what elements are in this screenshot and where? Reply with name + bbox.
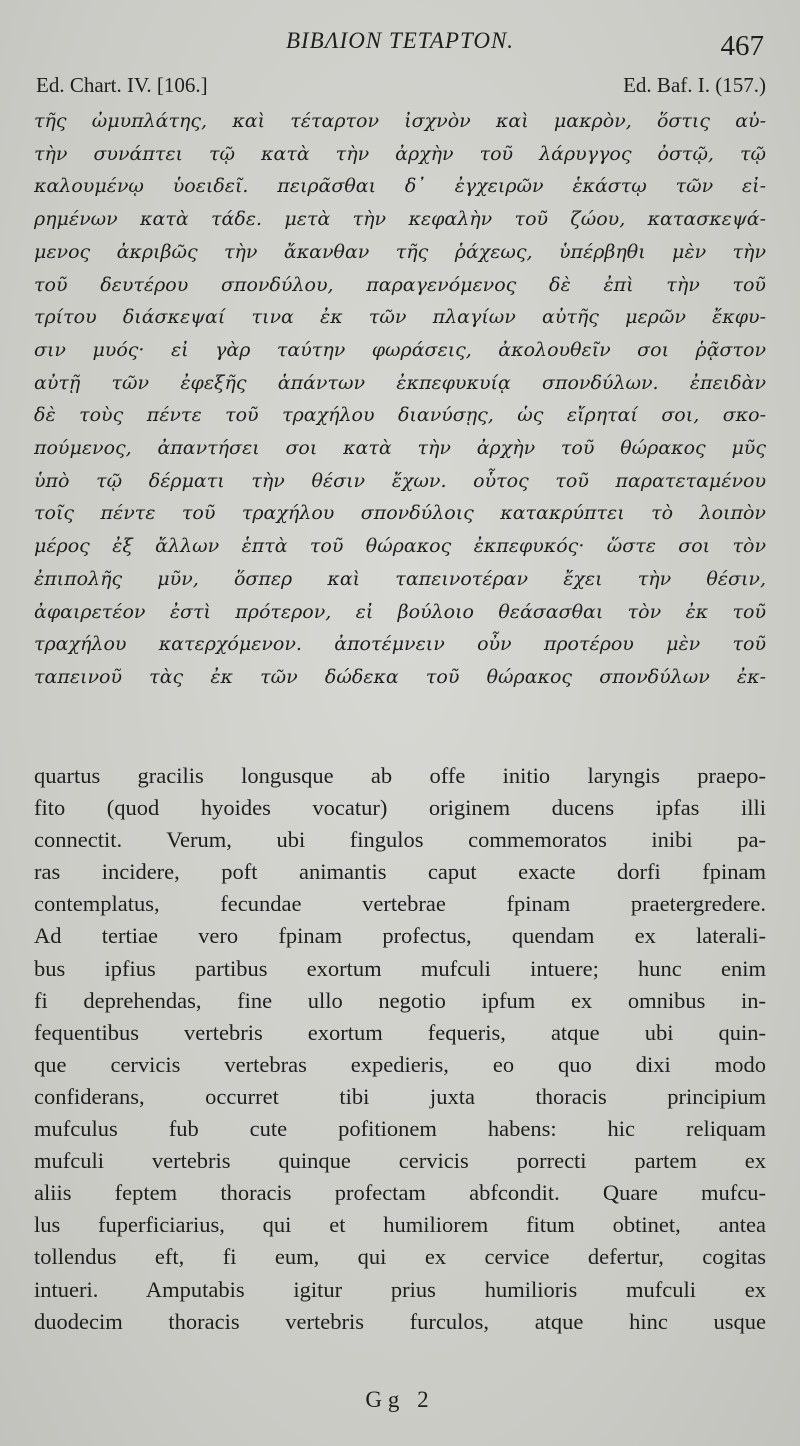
edition-left: Ed. Chart. IV. [106.]: [36, 73, 208, 97]
latin-line: ras incidere, poft animantis caput exacte dorfi fpinam: [34, 859, 766, 885]
latin-line: Ad tertiae vero fpinam profectus, quendam ex laterali-: [34, 923, 766, 949]
edition-right: Ed. Baf. I. (157.): [623, 73, 766, 97]
greek-line: σιν μυός· εἰ γὰρ ταύτην φωράσεις, ἀκολουθεῖν σοι ῥᾷστον: [34, 338, 766, 361]
greek-line: ταπεινοῦ τὰς ἐκ τῶν δώδεκα τοῦ θώρακος σπονδύλων ἐκ-: [34, 665, 766, 688]
greek-line: ρημένων κατὰ τάδε. μετὰ τὴν κεφαλὴν τοῦ ζώου, κατασκεψά-: [34, 208, 766, 231]
latin-line: lus fuperficiarius, qui et humiliorem fitum obtinet, antea: [34, 1212, 766, 1238]
latin-line: fi deprehendas, fine ullo negotio ipfum ex omnibus in-: [34, 987, 766, 1013]
latin-line: bus ipfius partibus exortum mufculi intuere; hunc enim: [34, 955, 766, 981]
latin-line: contemplatus, fecundae vertebrae fpinam praetergredere.: [34, 891, 766, 917]
running-title: BIBΛΙΟΝ ΤΕΤΑΡΤΟΝ.: [285, 28, 515, 53]
greek-line: τῆς ὠμυπλάτης, καὶ τέταρτον ἰσχνὸν καὶ μακρὸν, ὅστις αὐ-: [34, 110, 766, 132]
latin-line: fito (quod hyoides vocatur) originem ducens ipfas illi: [34, 795, 766, 821]
greek-line: τὴν συνάπτει τῷ κατὰ τὴν ἀρχὴν τοῦ λάρυγγος ὀστῷ, τῷ: [34, 142, 766, 165]
latin-line: duodecim thoracis vertebris furculos, atque hinc usque: [34, 1308, 766, 1334]
latin-line: mufculi vertebris quinque cervicis porrecti partem ex: [34, 1148, 766, 1174]
latin-line: fequentibus vertebris exortum fequeris, atque ubi quin-: [34, 1019, 766, 1045]
greek-line: μέρος ἐξ ἄλλων ἑπτὰ τοῦ θώρακος ἐκπεφυκός· ὥστε σοι τὸν: [34, 535, 766, 558]
greek-line: ἐπιπολῆς μῦν, ὅσπερ καὶ ταπεινοτέραν ἔχει τὴν θέσιν,: [34, 567, 766, 590]
greek-line: ὑπὸ τῷ δέρματι τὴν θέσιν ἔχων. οὗτος τοῦ παρατεταμένου: [34, 469, 766, 492]
greek-line: αὐτῇ τῶν ἐφεξῆς ἁπάντων ἐκπεφυκυίᾳ σπονδύλων. ἐπειδὰν: [34, 371, 766, 394]
edition-references: [36, 73, 766, 98]
greek-line: τραχήλου κατερχόμενον. ἀποτέμνειν οὖν προτέρου μὲν τοῦ: [34, 633, 766, 656]
greek-line: ἀφαιρετέον ἐστὶ πρότερον, εἰ βούλοιο θεάσασθαι τὸν ἐκ τοῦ: [34, 600, 766, 623]
page-number: 467: [720, 30, 764, 62]
greek-line: τοῖς πέντε τοῦ τραχήλου σπονδύλοις κατακρύπτει τὸ λοιπὸν: [34, 502, 766, 525]
greek-text-block: [34, 105, 766, 694]
latin-line: connectit. Verum, ubi fingulos commemoratos inibi pa-: [34, 827, 766, 853]
greek-line: πούμενος, ἀπαντήσει σοι κατὰ τὴν ἀρχὴν τοῦ θώρακος μῦς: [34, 437, 766, 460]
latin-line: mufculus fub cute pofitionem habens: hic reliquam: [34, 1116, 766, 1142]
greek-line: τοῦ δευτέρου σπονδύλου, παραγενόμενος δὲ ἐπὶ τὴν τοῦ: [34, 273, 766, 296]
latin-text-block: [34, 760, 766, 1338]
greek-line: δὲ τοὺς πέντε τοῦ τραχήλου διανύσῃς, ὡς εἴρηταί σοι, σκο-: [34, 404, 766, 427]
greek-line: μενος ἀκριβῶς τὴν ἄκανθαν τῆς ῥάχεως, ὑπέρβηθι μὲν τὴν: [34, 240, 766, 263]
greek-line: καλουμένῳ ὑοειδεῖ. πειρᾶσθαι δ᾽ ἐγχειρῶν ἑκάστῳ τῶν εἰ-: [34, 175, 766, 198]
latin-line: quartus gracilis longusque ab offe initio laryngis praepo-: [34, 763, 766, 788]
latin-line: intueri. Amputabis igitur prius humilioris mufculi ex: [34, 1276, 766, 1302]
greek-line: τρίτου διάσκεψαί τινα ἐκ τῶν πλαγίων αὐτῆς μερῶν ἔκφυ-: [34, 306, 766, 329]
latin-line: confiderans, occurret tibi juxta thoracis principium: [34, 1083, 766, 1109]
latin-line: aliis feptem thoracis profectam abfcondit. Quare mufcu-: [34, 1180, 766, 1206]
signature-mark: Gg 2: [365, 1387, 435, 1412]
latin-line: que cervicis vertebras expedieris, eo quo dixi modo: [34, 1051, 766, 1077]
latin-line: tollendus eft, fi eum, qui ex cervice defertur, cogitas: [34, 1244, 766, 1270]
